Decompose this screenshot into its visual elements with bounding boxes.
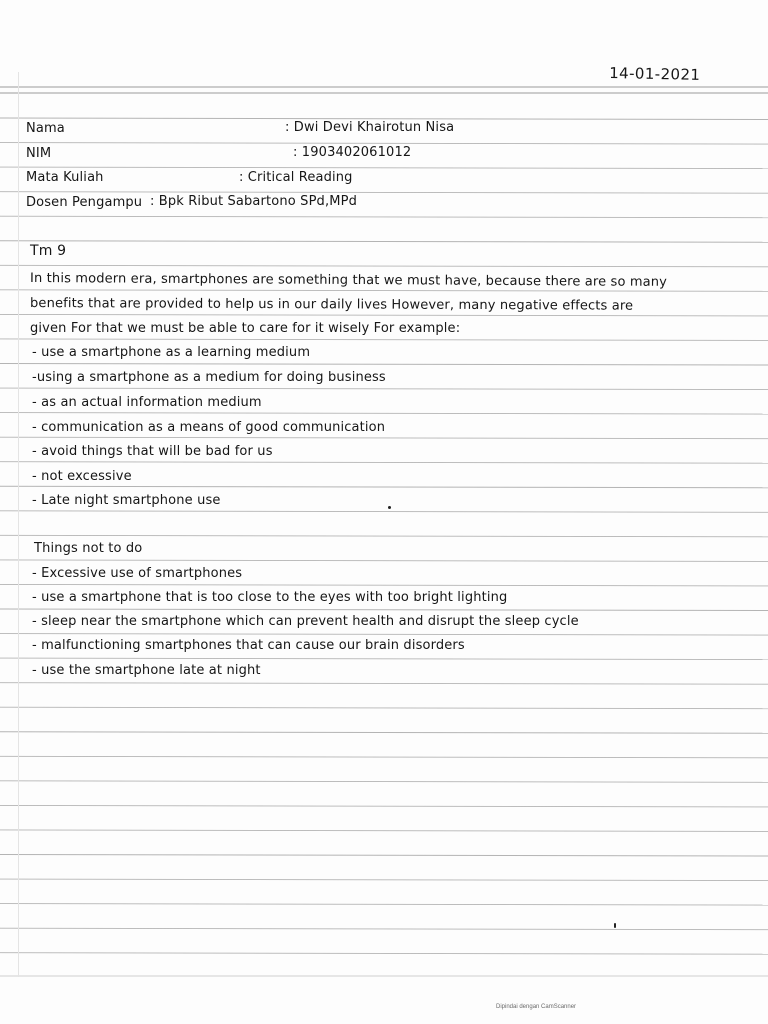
ruled-line [0, 855, 768, 857]
ruled-line [0, 953, 768, 955]
intro-line: given For that we must be able to care for it wisely For example: [30, 321, 461, 336]
ruled-line [0, 462, 768, 464]
ruled-line [0, 904, 768, 906]
ruled-line [0, 265, 768, 267]
ruled-line [0, 732, 768, 734]
ruled-line [0, 609, 768, 611]
list-item: - avoid things that will be bad for us [32, 444, 273, 459]
ruled-line [0, 928, 768, 930]
ruled-line [0, 339, 768, 341]
ink-dot [388, 506, 391, 509]
ruled-line [0, 290, 768, 292]
field-value-nim: : 1903402061012 [293, 145, 412, 160]
list-item: - not excessive [32, 469, 132, 484]
ruled-line [0, 830, 768, 832]
not-to-do-heading: Things not to do [34, 541, 143, 556]
ruled-line [0, 634, 768, 636]
intro-line: In this modern era, smartphones are something that we must have, because there are so many [30, 271, 668, 290]
ruled-line [0, 314, 768, 316]
list-item: - Excessive use of smartphones [32, 566, 243, 581]
list-item: - Late night smartphone use [32, 493, 221, 508]
ruled-line [0, 756, 768, 758]
ruled-line [0, 167, 768, 169]
field-value-mata-kuliah: : Critical Reading [239, 170, 353, 185]
field-value-nama: : Dwi Devi Khairotun Nisa [285, 120, 455, 135]
ruled-line [0, 879, 768, 881]
date: 14-01-2021 [609, 64, 701, 84]
ruled-line [0, 707, 768, 709]
field-label-nama: Nama [26, 121, 65, 136]
list-item: -using a smartphone as a medium for doing business [32, 370, 386, 385]
field-label-mata-kuliah: Mata Kuliah [26, 170, 104, 185]
ruled-line [0, 658, 768, 660]
ruled-line [0, 241, 768, 243]
ruled-line [0, 683, 768, 685]
ruled-line [0, 511, 768, 513]
ruled-line [0, 192, 768, 194]
ruled-line [0, 216, 768, 218]
scanner-watermark: Dipindai dengan CamScanner [496, 1004, 577, 1010]
field-label-dosen-pengampu: Dosen Pengampu [26, 195, 143, 210]
margin-line [18, 72, 19, 977]
list-item: - communication as a means of good communication [32, 420, 386, 435]
intro-line: benefits that are provided to help us in our daily lives However, many negative effects are [30, 296, 634, 314]
field-label-nim: NIM [26, 146, 52, 161]
ruled-line [0, 437, 768, 439]
ruled-line [0, 143, 768, 145]
list-item: - use a smartphone that is too close to the eyes with too bright lighting [32, 590, 508, 605]
ruled-line [0, 781, 768, 783]
ruled-line [0, 486, 768, 488]
ruled-line [0, 560, 768, 562]
section-heading: Tm 9 [30, 243, 67, 259]
ruled-line [0, 805, 768, 807]
list-item: - as an actual information medium [32, 395, 262, 410]
list-item: - use a smartphone as a learning medium [32, 345, 311, 360]
list-item: - malfunctioning smartphones that can cause our brain disorders [32, 638, 465, 653]
field-value-dosen-pengampu: : Bpk Ribut Sabartono SPd,MPd [150, 194, 357, 209]
ink-dot [614, 923, 616, 928]
list-item: - use the smartphone late at night [32, 663, 261, 678]
ruled-line [0, 584, 768, 586]
list-item: - sleep near the smartphone which can prevent health and disrupt the sleep cycle [32, 614, 579, 629]
ruled-line [0, 535, 768, 537]
ruled-line [0, 388, 768, 390]
ruled-line [0, 364, 768, 366]
ruled-line [0, 413, 768, 415]
